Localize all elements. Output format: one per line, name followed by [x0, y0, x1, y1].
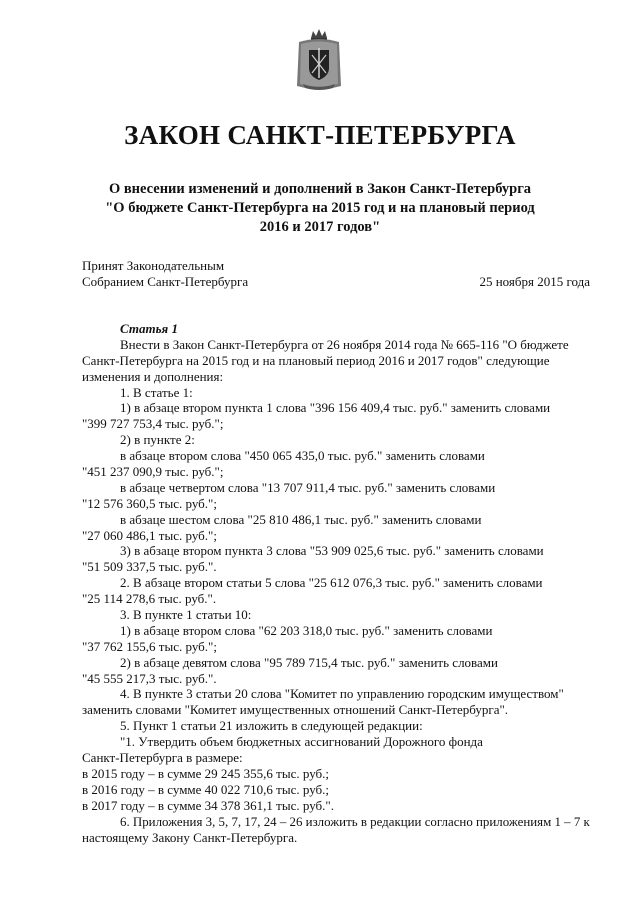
coat-of-arms-icon: [293, 28, 345, 92]
body-line: в 2015 году – в сумме 29 245 355,6 тыс. руб.;: [82, 765, 329, 781]
subtitle-line: 2016 и 2017 годов": [259, 219, 381, 235]
body-line: Санкт-Петербурга на 2015 год и на плановый период 2016 и 2017 годов" следующие: [82, 352, 550, 368]
body-line: в абзаце втором слова "450 065 435,0 тыс. руб." заменить словами: [120, 448, 485, 464]
body-line: 3. В пункте 1 статьи 10:: [120, 607, 252, 623]
body-line: "1. Утвердить объем бюджетных ассигнований Дорожного фонда: [120, 734, 483, 750]
body-line: "12 576 360,5 тыс. руб.";: [82, 495, 217, 511]
body-line: "51 509 337,5 тыс. руб.".: [82, 559, 217, 575]
body-line: в 2016 году – в сумме 40 022 710,6 тыс. руб.;: [82, 781, 329, 797]
body-line: "25 114 278,6 тыс. руб.".: [82, 591, 217, 607]
adopted-by-line: Принят Законодательным: [82, 258, 225, 273]
body-line: "37 762 155,6 тыс. руб.";: [82, 638, 217, 654]
body-line: "399 727 753,4 тыс. руб.";: [82, 416, 224, 432]
adoption-block: [82, 258, 590, 290]
law-subtitle: [80, 180, 560, 237]
body-line: 2) в абзаце девятом слова "95 789 715,4 тыс. руб." заменить словами: [120, 654, 498, 670]
subtitle-line: О внесении изменений и дополнений в Закон Санкт-Петербурга: [108, 181, 532, 197]
subtitle-line: "О бюджете Санкт-Петербурга на 2015 год и на плановый период: [105, 200, 535, 216]
body-line: в абзаце четвертом слова "13 707 911,4 тыс. руб." заменить словами: [120, 479, 496, 495]
body-line: Санкт-Петербурга в размере:: [82, 750, 243, 766]
body-line: 2) в пункте 2:: [120, 432, 195, 448]
body-line: 1. В статье 1:: [120, 384, 193, 400]
article-heading: Статья 1: [120, 321, 178, 336]
body-line: 1) в абзаце втором пункта 1 слова "396 156 409,4 тыс. руб." заменить словами: [120, 400, 551, 416]
adopted-by-line: Собранием Санкт-Петербурга: [82, 274, 249, 289]
body-line: настоящему Закону Санкт-Петербурга.: [82, 829, 298, 845]
body-line: 4. В пункте 3 статьи 20 слова "Комитет по управлению городским имуществом": [120, 686, 564, 702]
adoption-date: 25 ноября 2015 года: [479, 274, 590, 289]
body-line: 6. Приложения 3, 5, 7, 17, 24 – 26 изложить в редакции согласно приложениям 1 – 7 к: [120, 813, 590, 829]
body-line: 5. Пункт 1 статьи 21 изложить в следующей редакции:: [120, 718, 423, 734]
body-line: изменения и дополнения:: [82, 368, 224, 384]
law-title: ЗАКОН САНКТ-ПЕТЕРБУРГА: [124, 120, 516, 150]
body-line: 2. В абзаце втором статьи 5 слова "25 612 076,3 тыс. руб." заменить словами: [120, 575, 543, 591]
body-line: 1) в абзаце втором слова "62 203 318,0 тыс. руб." заменить словами: [120, 622, 493, 638]
body-line: Внести в Закон Санкт-Петербурга от 26 ноября 2014 года № 665-116 "О бюджете: [120, 336, 569, 352]
body-line: в 2017 году – в сумме 34 378 361,1 тыс. руб.".: [82, 797, 334, 813]
body-line: в абзаце шестом слова "25 810 486,1 тыс. руб." заменить словами: [120, 511, 482, 527]
body-line: "45 555 217,3 тыс. руб.".: [82, 670, 217, 686]
body-line: заменить словами "Комитет имущественных отношений Санкт-Петербурга".: [82, 702, 509, 718]
body-line: 3) в абзаце втором пункта 3 слова "53 909 025,6 тыс. руб." заменить словами: [120, 543, 544, 559]
body-line: "451 237 090,9 тыс. руб.";: [82, 464, 224, 480]
body-line: "27 060 486,1 тыс. руб.";: [82, 527, 217, 543]
law-body: [82, 321, 590, 845]
